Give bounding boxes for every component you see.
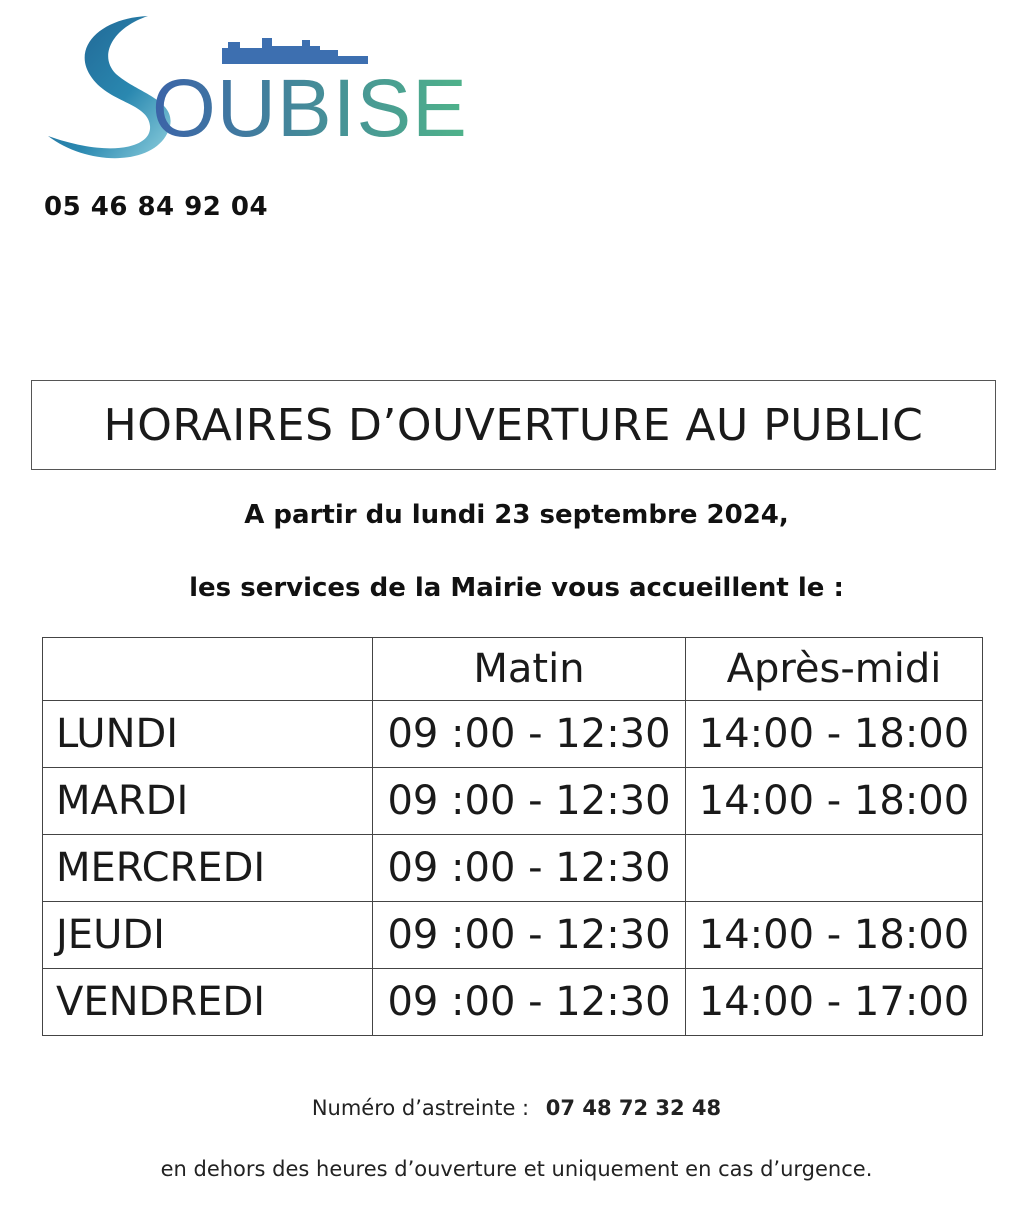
table-row [43,701,983,768]
morning-hours-cell: 09 :00 - 12:30 [373,835,686,902]
morning-hours-cell: 09 :00 - 12:30 [373,969,686,1036]
astreinte-label: Numéro d’astreinte : [311,1096,530,1120]
day-cell: MERCREDI [43,835,373,902]
morning-hours-cell: 09 :00 - 12:30 [373,902,686,969]
day-cell: LUNDI [43,701,373,768]
afternoon-hours-cell [686,835,983,902]
afternoon-hours-cell: 14:00 - 18:00 [686,768,983,835]
schedule-table [42,637,983,1036]
page-title: HORAIRES D’OUVERTURE AU PUBLIC [103,399,924,451]
day-cell: MARDI [43,768,373,835]
table-row [43,835,983,902]
afternoon-hours-cell: 14:00 - 18:00 [686,902,983,969]
table-row [43,768,983,835]
subtitle-date: A partir du lundi 23 septembre 2024, [244,500,789,530]
afternoon-hours-cell: 14:00 - 17:00 [686,969,983,1036]
table-header-row [43,638,983,701]
header-day [43,638,373,701]
astreinte-number: 07 48 72 32 48 [545,1096,722,1120]
page-title-box [31,380,996,470]
morning-hours-cell: 09 :00 - 12:30 [373,768,686,835]
morning-hours-cell: 09 :00 - 12:30 [373,701,686,768]
subtitle-services: les services de la Mairie vous accueillent le : [189,573,844,603]
logo-text: OUBISE [152,63,468,154]
phone-number: 05 46 84 92 04 [44,192,269,222]
astreinte-line [0,1096,1033,1120]
skyline-icon [222,38,368,64]
header-afternoon: Après-midi [686,638,983,701]
soubise-logo [40,8,468,168]
table-row [43,969,983,1036]
header-morning: Matin [373,638,686,701]
day-cell: JEUDI [43,902,373,969]
table-row [43,902,983,969]
day-cell: VENDREDI [43,969,373,1036]
footer-note: en dehors des heures d’ouverture et uniquement en cas d’urgence. [160,1157,873,1181]
afternoon-hours-cell: 14:00 - 18:00 [686,701,983,768]
